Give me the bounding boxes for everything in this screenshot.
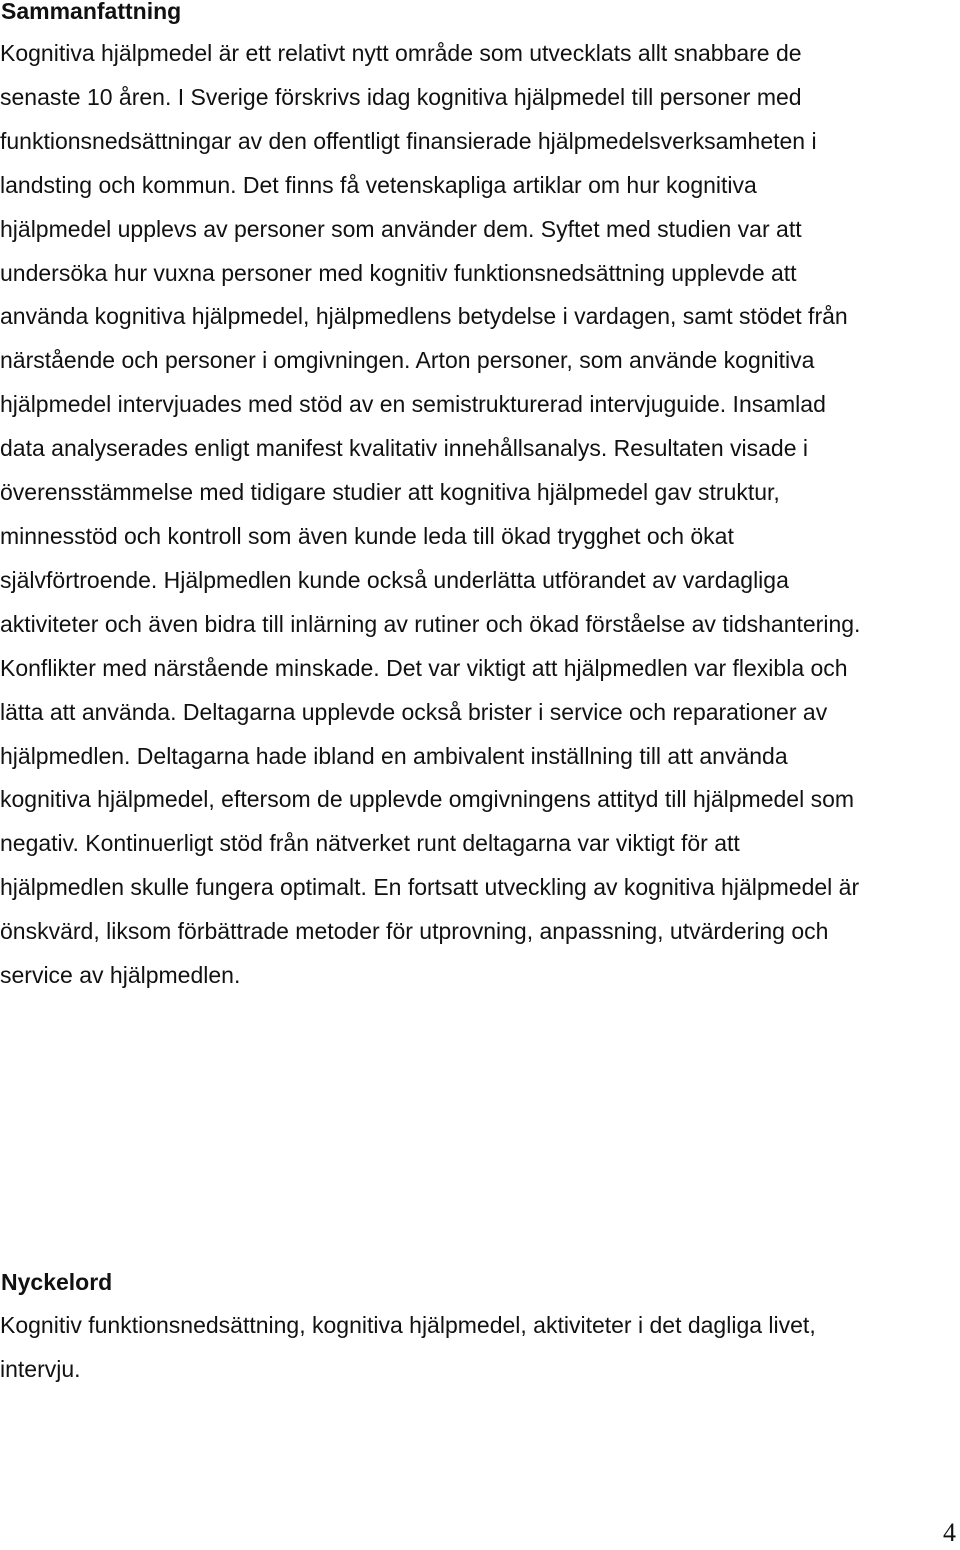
summary-line: överensstämmelse med tidigare studier att kognitiva hjälpmedel gav struktur, xyxy=(0,479,780,506)
summary-line: landsting och kommun. Det finns få vetenskapliga artiklar om hur kognitiva xyxy=(0,171,757,198)
summary-line: hjälpmedel upplevs av personer som använder dem. Syftet med studien var att xyxy=(0,215,802,242)
summary-line: hjälpmedel intervjuades med stöd av en semistrukturerad intervjuguide. Insamlad xyxy=(0,391,826,418)
summary-line: undersöka hur vuxna personer med kognitiv funktionsnedsättning upplevde att xyxy=(0,259,797,286)
summary-line: Konflikter med närstående minskade. Det var viktigt att hjälpmedlen var flexibla och xyxy=(0,654,848,681)
summary-line: närstående och personer i omgivningen. Arton personer, som använde kognitiva xyxy=(0,347,815,374)
summary-line: lätta att använda. Deltagarna upplevde också brister i service och reparationer av xyxy=(0,698,828,725)
summary-line: data analyserades enligt manifest kvalitativ innehållsanalys. Resultaten visade i xyxy=(0,435,809,462)
summary-line: kognitiva hjälpmedel, eftersom de upplevde omgivningens attityd till hjälpmedel som xyxy=(0,786,855,813)
keywords-paragraph xyxy=(0,1304,958,1392)
summary-paragraph xyxy=(0,32,958,998)
keywords-heading: Nyckelord xyxy=(1,1269,113,1295)
summary-line: senaste 10 åren. I Sverige förskrivs idag kognitiva hjälpmedel till personer med xyxy=(0,83,802,110)
summary-line: funktionsnedsättningar av den offentligt finansierade hjälpmedelsverksamheten i xyxy=(0,127,817,154)
summary-line: hjälpmedlen skulle fungera optimalt. En fortsatt utveckling av kognitiva hjälpmedel är xyxy=(0,874,860,901)
summary-line: negativ. Kontinuerligt stöd från nätverket runt deltagarna var viktigt för att xyxy=(0,830,740,857)
summary-line: hjälpmedlen. Deltagarna hade ibland en ambivalent inställning till att använda xyxy=(0,742,788,769)
summary-line: service av hjälpmedlen. xyxy=(0,962,241,989)
summary-heading: Sammanfattning xyxy=(1,0,182,24)
summary-line: Kognitiva hjälpmedel är ett relativt nytt område som utvecklats allt snabbare de xyxy=(0,40,802,66)
summary-line: minnesstöd och kontroll som även kunde leda till ökad trygghet och ökat xyxy=(0,522,734,549)
summary-line: självförtroende. Hjälpmedlen kunde också underlätta utförandet av vardagliga xyxy=(0,566,789,593)
keywords-line: Kognitiv funktionsnedsättning, kognitiva hjälpmedel, aktiviteter i det dagliga livet, xyxy=(0,1312,816,1338)
keywords-line: intervju. xyxy=(0,1355,81,1382)
summary-line: använda kognitiva hjälpmedel, hjälpmedlens betydelse i vardagen, samt stödet från xyxy=(0,303,848,330)
page-number: 4 xyxy=(943,1518,956,1547)
summary-line: önskvärd, liksom förbättrade metoder för utprovning, anpassning, utvärdering och xyxy=(0,918,829,945)
summary-line: aktiviteter och även bidra till inlärning av rutiner och ökad förståelse av tidshantering. xyxy=(0,610,861,637)
